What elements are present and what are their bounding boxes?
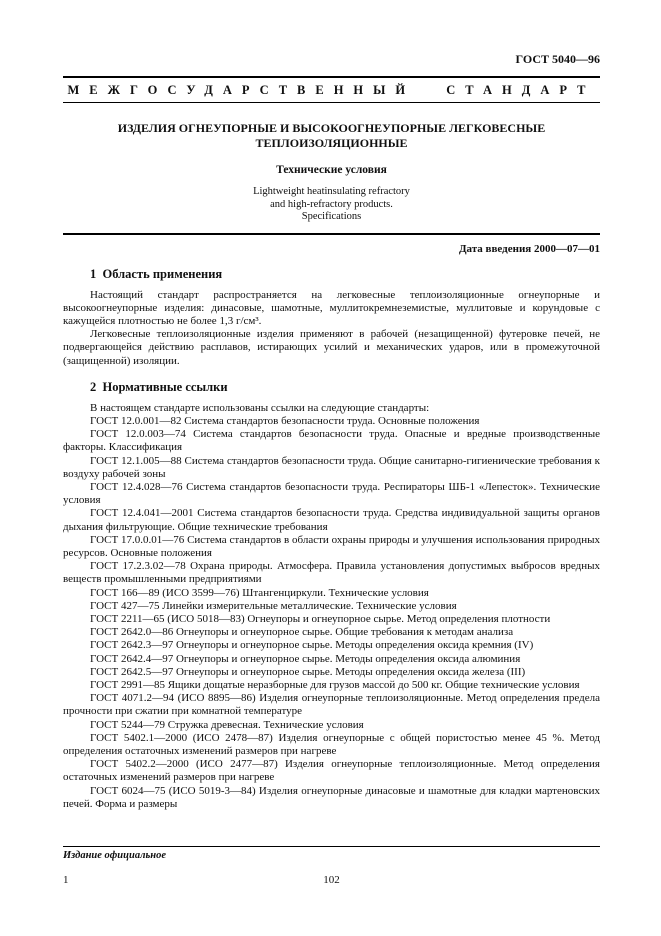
section-1-paragraph-2: Легковесные теплоизоляционные изделия применяют в рабочей (незащищенной) футеровке печей, не подвергающейся действию расплавов, истирающих усилий и механических ударов, или в промежуточной (защищенной) изоляции. (63, 328, 600, 367)
page-number-left: 1 (63, 874, 69, 886)
edition-note: Издание официальное (63, 850, 167, 861)
reference-item: ГОСТ 12.1.005—88 Система стандартов безопасности труда. Общие санитарно-гигиенические требования к воздуху рабочей зоны (63, 454, 600, 480)
reference-item: ГОСТ 5402.1—2000 (ИСО 2478—87) Изделия огнеупорные с общей пористостью менее 45 %. Метод определения остаточных изменений размеров при нагреве (63, 731, 600, 757)
doc-number: ГОСТ 5040—96 (515, 52, 600, 66)
reference-item: ГОСТ 2642.3—97 Огнеупоры и огнеупорное сырье. Методы определения оксида кремния (IV) (90, 639, 534, 652)
reference-item: ГОСТ 5244—79 Стружка древесная. Технические условия (90, 718, 364, 731)
reference-item: ГОСТ 6024—75 (ИСО 5019-3—84) Изделия огнеупорные динасовые и шамотные для кладки мартеновских печей. Форма и размеры (63, 784, 600, 810)
english-title-block (63, 186, 600, 224)
document-title (63, 121, 600, 151)
document-title-line2: ТЕПЛОИЗОЛЯЦИОННЫЕ (255, 136, 408, 150)
page-number-center: 102 (323, 874, 340, 886)
reference-item: ГОСТ 2642.4—97 Огнеупоры и огнеупорное сырье. Методы определения оксида алюминия (90, 652, 521, 665)
page-footer (63, 846, 600, 888)
standard-type-label: МЕЖГОСУДАРСТВЕННЫЙ СТАНДАРТ (67, 83, 596, 97)
reference-item: ГОСТ 12.4.028—76 Система стандартов безопасности труда. Респираторы ШБ-1 «Лепесток». Технические условия (63, 480, 600, 507)
reference-item: ГОСТ 2991—85 Ящики дощатые неразборные для грузов массой до 500 кг. Общие технические условия (90, 678, 580, 691)
reference-item: ГОСТ 17.2.3.02—78 Охрана природы. Атмосфера. Правила установления допустимых выбросов вредных веществ промышленными предприятиями (63, 560, 600, 586)
reference-item: ГОСТ 2642.5—97 Огнеупоры и огнеупорное сырье. Методы определения оксида железа (III) (90, 665, 526, 678)
section-2-heading: 2 Нормативные ссылки (90, 379, 228, 394)
document-title-line1: ИЗДЕЛИЯ ОГНЕУПОРНЫЕ И ВЫСОКООГНЕУПОРНЫЕ ЛЕГКОВЕСНЫЕ (117, 121, 546, 135)
reference-item: ГОСТ 17.0.0.01—76 Система стандартов в области охраны природы и улучшения использования природных ресурсов. Основные положения (63, 533, 600, 559)
title-divider (63, 233, 600, 235)
reference-item: ГОСТ 2211—65 (ИСО 5018—83) Огнеупоры и огнеупорное сырье. Метод определения плотности (90, 612, 551, 625)
english-title-line1: Lightweight heatinsulating refractory (253, 186, 410, 197)
footer-divider (63, 846, 600, 847)
english-title-line2: and high-refractory products. (270, 198, 393, 210)
references-intro: В настоящем стандарте использованы ссылки на следующие стандарты: (90, 401, 430, 414)
reference-item: ГОСТ 12.0.003—74 Система стандартов безопасности труда. Опасные и вредные производственные факторы. Классификация (63, 428, 600, 454)
reference-item: ГОСТ 12.4.041—2001 Система стандартов безопасности труда. Средства индивидуальной защиты органов дыхания фильтрующие. Общие технические требования (63, 507, 600, 533)
section-1-paragraph-1: Настоящий стандарт распространяется на легковесные теплоизоляционные огнеупорные и высокоогнеупорные изделия: динасовые, шамотные, муллитокремнеземистые, муллитовые и корундовые с кажущейся плотностью не более 1,3 г/см³. (63, 288, 600, 327)
standard-type-banner (63, 76, 600, 103)
introduction-date: Дата введения 2000—07—01 (458, 242, 600, 255)
page-content (63, 52, 600, 811)
reference-item: ГОСТ 4071.2—94 (ИСО 8895—86) Изделия огнеупорные теплоизоляционные. Метод определения предела прочности при сжатии при комнатной температуре (63, 692, 600, 718)
english-title-line3: Specifications (301, 211, 362, 222)
reference-item: ГОСТ 12.0.001—82 Система стандартов безопасности труда. Основные положения (90, 414, 480, 427)
reference-item: ГОСТ 427—75 Линейки измерительные металлические. Технические условия (90, 599, 457, 612)
reference-item: ГОСТ 2642.0—86 Огнеупоры и огнеупорное сырье. Общие требования к методам анализа (90, 626, 514, 639)
reference-item: ГОСТ 5402.2—2000 (ИСО 2477—87) Изделия огнеупорные теплоизоляционные. Метод определения остаточных изменений размеров при нагреве (63, 758, 600, 784)
document-subtitle: Технические условия (276, 164, 387, 176)
section-1-heading: 1 Область применения (90, 266, 223, 281)
references-list (63, 415, 600, 811)
reference-item: ГОСТ 166—89 (ИСО 3599—76) Штангенциркули. Технические условия (90, 586, 429, 599)
page-numbers (63, 874, 600, 888)
